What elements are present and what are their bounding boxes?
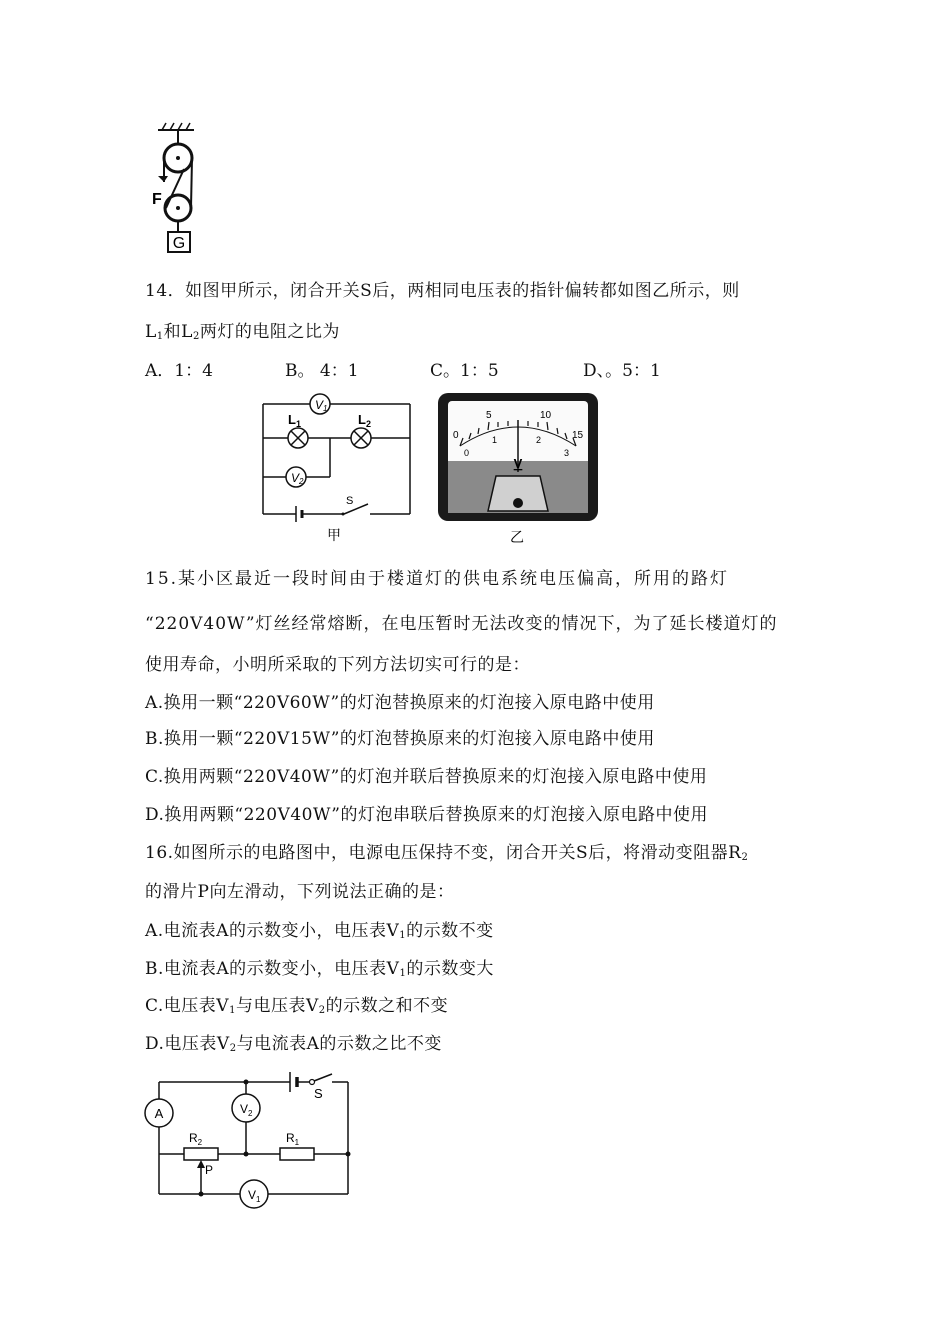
inner-tick-3: 3	[564, 448, 570, 458]
q16-option-d: D.电压表$V_2$与电流表A的示数之比不变	[145, 1034, 442, 1054]
svg-text:R2: $R_2$	[189, 1131, 203, 1147]
q14-option-a: A．1：4	[145, 361, 213, 381]
q14-circuit-figure	[258, 390, 428, 545]
svg-text:V2: V2	[291, 471, 304, 486]
q16-circuit-figure	[140, 1068, 355, 1213]
q14-option-c: C。1：5	[430, 361, 499, 381]
outer-tick-10: 10	[540, 410, 552, 421]
q16-stem-line2: 的滑片P向左滑动，下列说法正确的是：	[145, 882, 455, 902]
q15-stem-line3: 使用寿命，小明所采取的下列方法切实可行的是：	[145, 655, 530, 675]
q14-voltmeter-figure	[436, 388, 606, 548]
q14-fig-b-caption: 乙	[510, 529, 524, 545]
q15-option-c: C.换用两颗“220V40W”的灯泡并联后替换原来的灯泡接入原电路中使用	[145, 767, 708, 787]
svg-text:V1: $V_1$	[248, 1188, 261, 1204]
svg-text:R1: $R_1$	[286, 1131, 300, 1147]
q14-option-b: B。 4：1	[285, 361, 359, 381]
q16-option-c: C.电压表$V_1$与电压表$V_2$的示数之和不变	[145, 996, 449, 1016]
weight-label: G	[172, 235, 186, 252]
outer-tick-0: 0	[453, 430, 459, 441]
svg-text:S: S	[346, 495, 354, 507]
svg-text:L1: $L_1$	[288, 412, 301, 429]
q14-option-d: D、。5：1	[583, 361, 661, 381]
q16-stem-line1: 16.如图所示的电路图中，电源电压保持不变，闭合开关S后，将滑动变阻器$R_2$	[145, 843, 749, 863]
q14-fig-a-caption: 甲	[327, 527, 341, 543]
q15-stem-line1: 15.某小区最近一段时间由于楼道灯的供电系统电压偏高，所用的路灯	[145, 569, 730, 589]
pulley-figure	[150, 120, 210, 255]
inner-tick-2: 2	[536, 435, 542, 445]
q15-option-d: D.换用两颗“220V40W”的灯泡串联后替换原来的灯泡接入原电路中使用	[145, 805, 708, 825]
q16-option-a: A.电流表A的示数变小，电压表$V_1$的示数不变	[145, 921, 494, 941]
q14-stem-line1: 14．如图甲所示，闭合开关S后，两相同电压表的指针偏转都如图乙所示，则	[145, 281, 740, 301]
meter-unit: V	[513, 456, 523, 471]
inner-tick-1: 1	[492, 435, 498, 445]
outer-tick-15: 15	[572, 430, 584, 441]
svg-text:V1: V1	[315, 398, 328, 413]
inner-tick-0: 0	[464, 448, 470, 458]
svg-text:S: S	[314, 1086, 323, 1101]
q15-stem-line2: “220V40W”灯丝经常熔断，在电压暂时无法改变的情况下，为了延长楼道灯的	[145, 614, 778, 634]
q16-option-b: B.电流表A的示数变小，电压表$V_1$的示数变大	[145, 959, 494, 979]
svg-text:A: A	[154, 1106, 164, 1121]
force-label: F	[152, 191, 162, 208]
svg-text:V2: $V_2$	[240, 1102, 253, 1118]
outer-tick-5: 5	[486, 410, 492, 421]
q15-option-a: A.换用一颗“220V60W”的灯泡替换原来的灯泡接入原电路中使用	[145, 693, 655, 713]
svg-text:L2: $L_2$	[358, 412, 371, 429]
svg-text:P: P	[205, 1163, 214, 1177]
q15-option-b: B.换用一颗“220V15W”的灯泡替换原来的灯泡接入原电路中使用	[145, 729, 655, 749]
q14-stem-line2: $L_1$和$L_2$两灯的电阻之比为	[145, 322, 340, 342]
